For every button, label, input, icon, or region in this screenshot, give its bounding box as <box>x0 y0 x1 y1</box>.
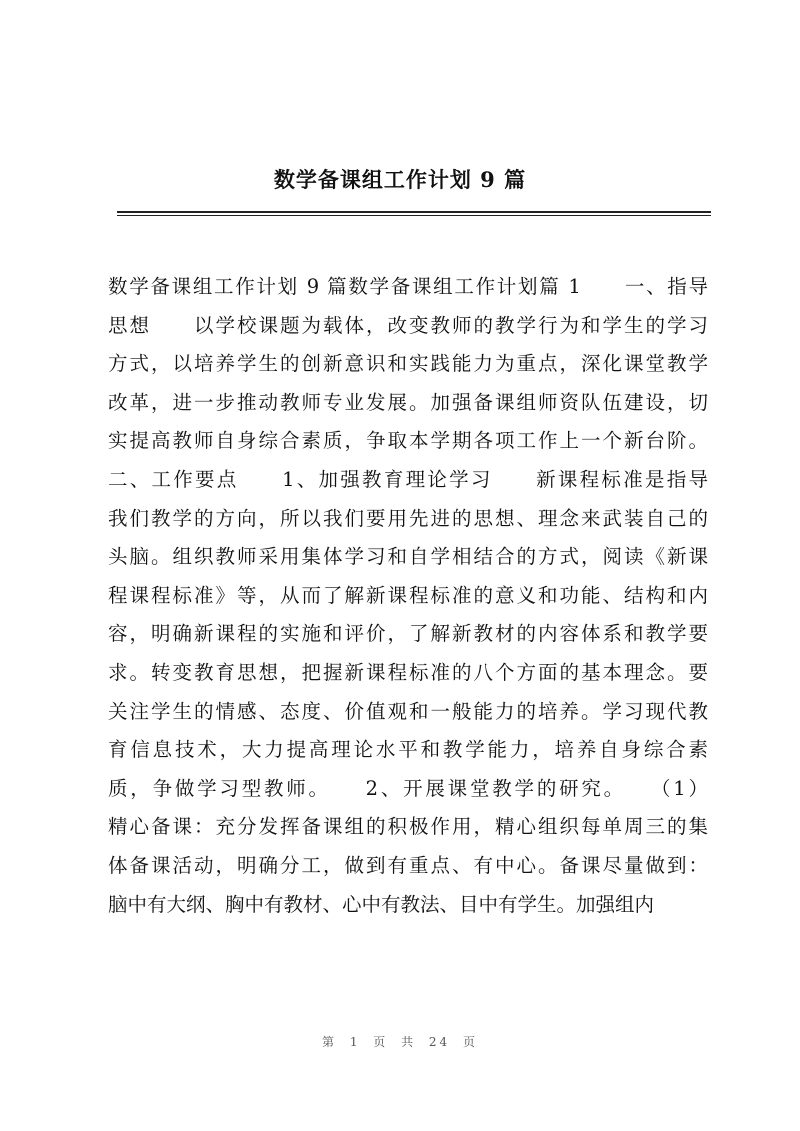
body-line: 思想 以学校课题为载体，改变教师的教学行为和学生的学习 <box>108 313 708 337</box>
body-line: 实提高教师自身综合素质，争取本学期各项工作上一个新台阶。 <box>108 429 708 453</box>
body-line: 精心备课：充分发挥备课组的积极作用，精心组织每单周三的集 <box>108 815 708 839</box>
body-line: 程课程标准》等，从而了解新课程标准的意义和功能、结构和内 <box>108 583 708 607</box>
page-number-footer: 第 1 页 共 24 页 <box>322 1035 478 1049</box>
body-line: 改革，进一步推动教师专业发展。加强备课组师资队伍建设，切 <box>108 390 708 414</box>
body-line: 质，争做学习型教师。 2、开展课堂教学的研究。 （1） <box>108 776 708 800</box>
body-line: 脑中有大纲、胸中有教材、心中有教法、目中有学生。加强组内 <box>108 892 655 916</box>
body-line: 头脑。组织教师采用集体学习和自学相结合的方式，阅读《新课 <box>108 545 708 569</box>
title-rule-thick <box>117 211 711 213</box>
body-line: 育信息技术，大力提高理论水平和教学能力，培养自身综合素 <box>108 738 708 762</box>
document-body <box>108 268 708 924</box>
body-line: 关注学生的情感、态度、价值观和一般能力的培养。学习现代教 <box>108 699 708 723</box>
body-line: 我们教学的方向，所以我们要用先进的思想、理念来武装自己的 <box>108 506 708 530</box>
body-line: 二、工作要点 1、加强教育理论学习 新课程标准是指导 <box>108 467 708 491</box>
body-line: 数学备课组工作计划 9 篇数学备课组工作计划篇 1 一、指导 <box>108 275 708 298</box>
body-line: 体备课活动，明确分工，做到有重点、有中心。备课尽量做到： <box>108 853 708 877</box>
document-title: 数学备课组工作计划 9 篇 <box>273 167 527 192</box>
body-line: 求。转变教育思想，把握新课程标准的八个方面的基本理念。要 <box>108 660 708 684</box>
body-line: 方式，以培养学生的创新意识和实践能力为重点，深化课堂教学 <box>108 352 708 376</box>
title-rule-thin <box>117 215 711 216</box>
body-line: 容，明确新课程的实施和评价，了解新教材的内容体系和教学要 <box>108 622 708 646</box>
